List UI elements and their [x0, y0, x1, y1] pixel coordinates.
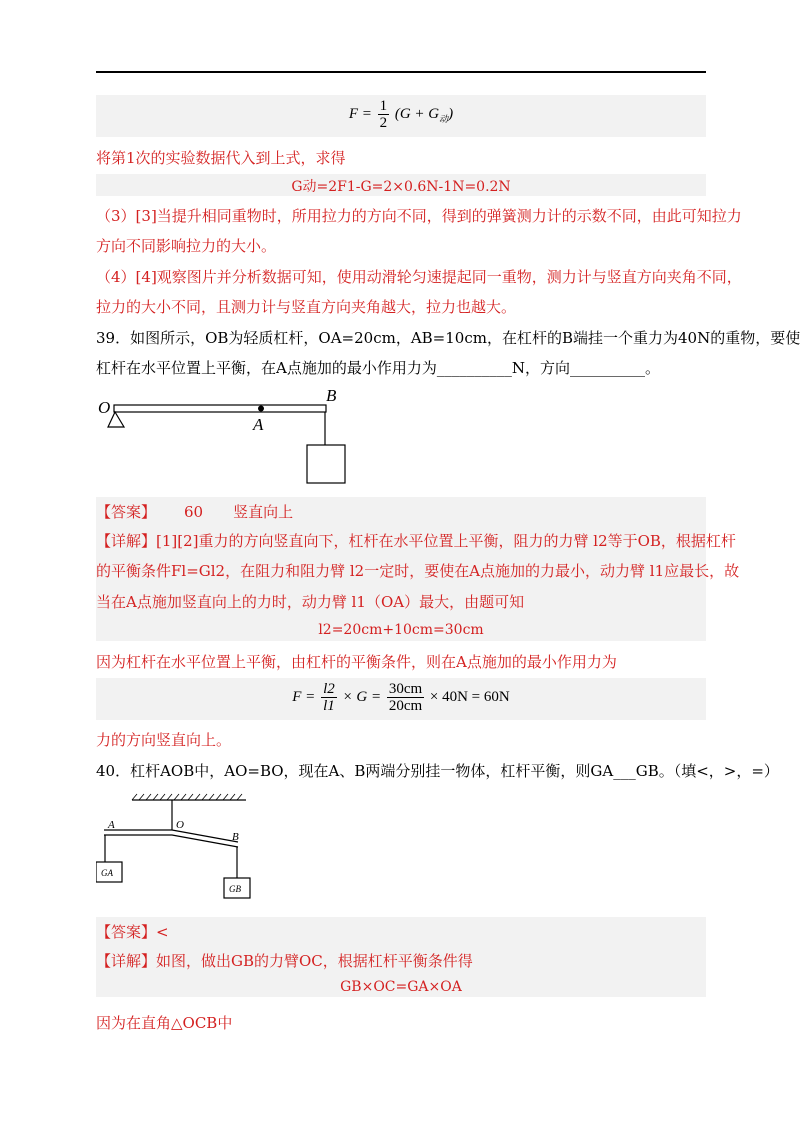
- detail-39-line-1: 【详解】[1][2]重力的方向竖直向下，杠杆在水平位置上平衡，阻力的力臂 l2等于OB，根据杠杆: [96, 532, 736, 550]
- header-rule: [96, 71, 706, 73]
- label-o: O: [98, 398, 111, 417]
- formula-pulley-force: F = $\frac{1}{2}$ $(G + G_动)$: [348, 98, 454, 131]
- point-a: [258, 406, 264, 412]
- answer-39: 【答案】 60 竖直向上: [96, 503, 294, 521]
- lever-bottom-edge: [104, 835, 238, 847]
- answer-40: 【答案】<: [96, 923, 169, 941]
- lever-diagram-40: [96, 790, 266, 905]
- formula-40: GB×OC=GA×OA: [340, 979, 462, 995]
- label-a: A: [253, 415, 264, 434]
- detail-39-line-4: 因为杠杆在水平位置上平衡，由杠杆的平衡条件，则在A点施加的最小作用力为: [96, 653, 617, 671]
- para-4-line-1: （4）[4]观察图片并分析数据可知，使用动滑轮匀速提起同一重物，测力计与竖直方向夹角不同，: [96, 268, 742, 286]
- label-o: O: [176, 819, 184, 831]
- question-39-line-1: 39．如图所示，OB为轻质杠杆，OA=20cm，AB=10cm，在杠杆的B端挂一个重力为40N的重物，要使: [96, 329, 800, 347]
- para-3-line-1: （3）[3]当提升相同重物时，所用拉力的方向不同，得到的弹簧测力计的示数不同，由此可知拉力: [96, 207, 742, 225]
- question-40-line-1: 40．杠杆AOB中，AO=BO，现在A、B两端分别挂一物体，杠杆平衡，则GA___GB。（填<，>，=）: [96, 762, 779, 780]
- detail-39-line-2: 的平衡条件Fl=Gl2，在阻力和阻力臂 l2一定时，要使在A点施加的力最小，动力臂 l1应最长，故: [96, 562, 740, 580]
- label-ga: GA: [101, 868, 113, 878]
- lever-top-edge: [104, 830, 238, 842]
- last-line: 因为在直角△OCB中: [96, 1014, 233, 1032]
- formula-min-force: F = $\frac{l2}{l1}$ × G = $\frac{30cm}{20cm}$ × 40N = 60N: [292, 681, 510, 714]
- formula-g-dong: G动=2F1-G=2×0.6N-1N=0.2N: [291, 179, 511, 195]
- label-a: A: [108, 819, 115, 831]
- label-b: B: [326, 386, 337, 405]
- weight-block: [307, 445, 345, 483]
- detail-39-line-5: 力的方向竖直向上。: [96, 731, 232, 749]
- substitute-text: 将第1次的实验数据代入到上式，求得: [96, 149, 346, 167]
- formula-l2: l2=20cm+10cm=30cm: [318, 622, 484, 638]
- label-b: B: [232, 831, 239, 843]
- detail-40-line-1: 【详解】如图，做出GB的力臂OC，根据杠杆平衡条件得: [96, 952, 473, 970]
- detail-39-line-3: 当在A点施加竖直向上的力时，动力臂 l1（OA）最大，由题可知: [96, 593, 525, 611]
- para-3-line-2: 方向不同影响拉力的大小。: [96, 237, 277, 255]
- pivot-triangle: [108, 412, 124, 427]
- label-gb: GB: [229, 884, 241, 894]
- question-39-line-2: 杠杆在水平位置上平衡，在A点施加的最小作用力为__________N，方向__________。: [96, 359, 660, 377]
- lever-diagram-39: [96, 385, 366, 490]
- ceiling-hatch: [132, 794, 242, 800]
- para-4-line-2: 拉力的大小不同，且测力计与竖直方向夹角越大，拉力也越大。: [96, 298, 517, 316]
- lever-bar: [114, 405, 326, 412]
